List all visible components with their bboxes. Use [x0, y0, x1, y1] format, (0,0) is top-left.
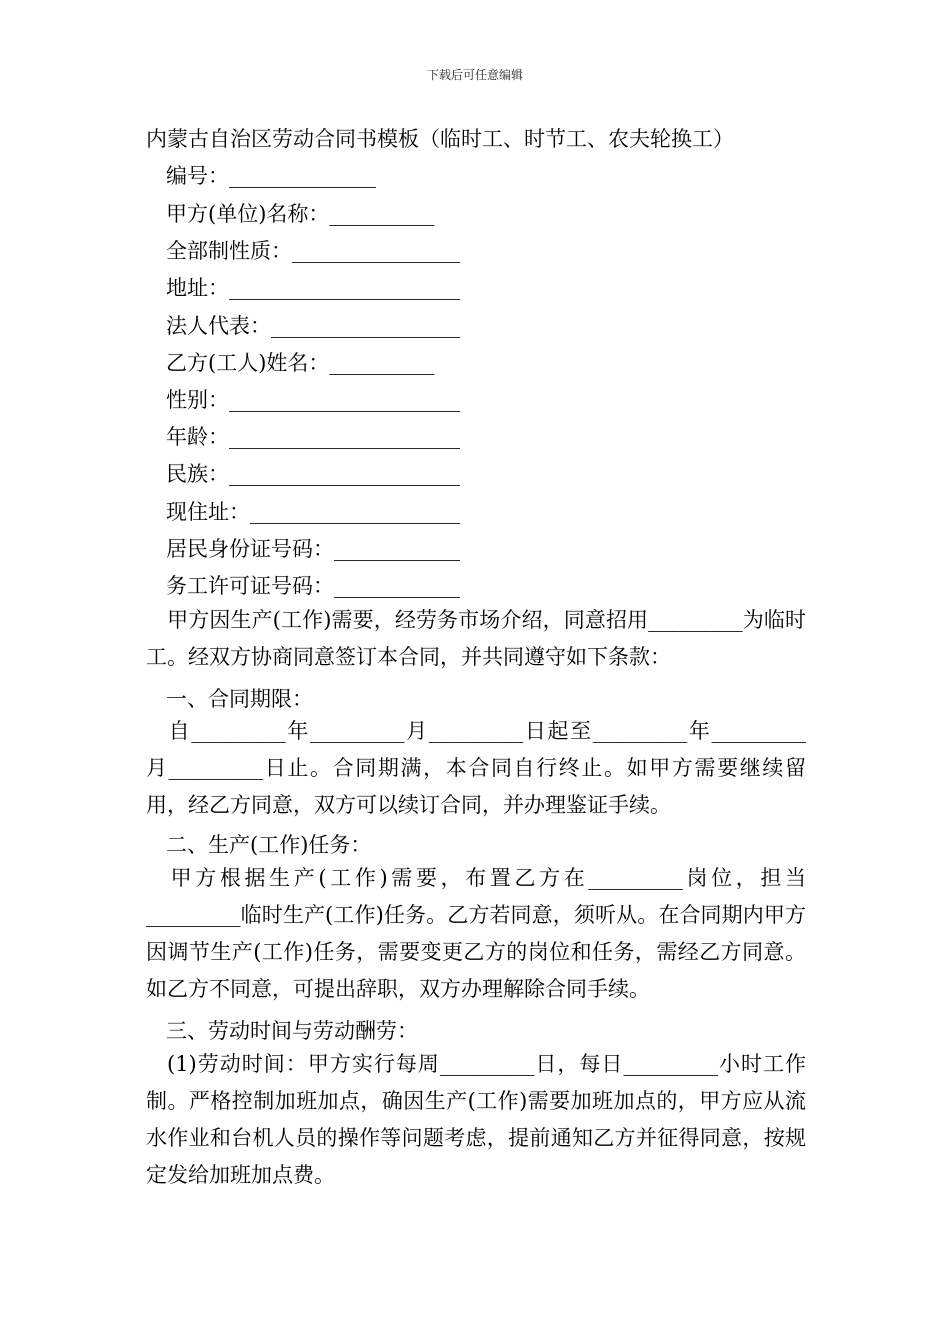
document-title: 内蒙古自治区劳动合同书模板（临时工、时节工、农夫轮换工） — [146, 127, 734, 151]
field-work-permit: 务工许可证号码：____________ — [166, 574, 460, 598]
field-current-address: 现住址：____________________ — [166, 500, 460, 524]
field-age: 年龄：______________________ — [166, 425, 460, 449]
section1-body: 自_________年_________月_________日起至_________年_________月_________日止。合同期满，本合同自行终止。如甲方需要继续留用，经乙方同意，双方可以续订合同，并办理鉴证手续。 — [146, 719, 806, 817]
field-ownership: 全部制性质：________________ — [166, 239, 460, 263]
field-party-a-name: 甲方(单位)名称：__________ — [166, 202, 435, 226]
section3-heading: 三、劳动时间与劳动酬劳： — [166, 1019, 418, 1043]
intro-paragraph: 甲方因生产(工作)需要，经劳务市场介绍，同意招用_________为临时工。经双方协商同意签订本合同，并共同遵守如下条款： — [146, 608, 806, 669]
field-party-b-name: 乙方(工人)姓名：__________ — [166, 351, 435, 375]
section3-body: (1)劳动时间：甲方实行每周_________日，每日_________小时工作制。严格控制加班加点，确因生产(工作)需要加班加点的，甲方应从流水作业和台机人员的操作等问题考虑，提前通知乙方并征得同意，按规定发给加班加点费。 — [146, 1052, 806, 1187]
field-legal-rep: 法人代表：__________________ — [166, 314, 460, 338]
header-note: 下载后可任意编辑 — [426, 68, 523, 82]
section2-body: 甲方根据生产(工作)需要，布置乙方在_________岗位，担当_________临时生产(工作)任务。乙方若同意，须听从。在合同期内甲方因调节生产(工作)任务，需要变更乙方的岗位和任务，需经乙方同意。如乙方不同意，可提出辞职，双方办理解除合同手续。 — [146, 866, 806, 1001]
field-gender: 性别：______________________ — [166, 388, 460, 412]
section2-heading: 二、生产(工作)任务： — [166, 833, 372, 857]
field-id-number: 居民身份证号码：____________ — [166, 537, 460, 561]
field-number: 编号：______________ — [166, 164, 376, 188]
field-address: 地址：______________________ — [166, 276, 460, 300]
section1-heading: 一、合同期限： — [166, 687, 313, 711]
field-ethnicity: 民族：______________________ — [166, 462, 460, 486]
